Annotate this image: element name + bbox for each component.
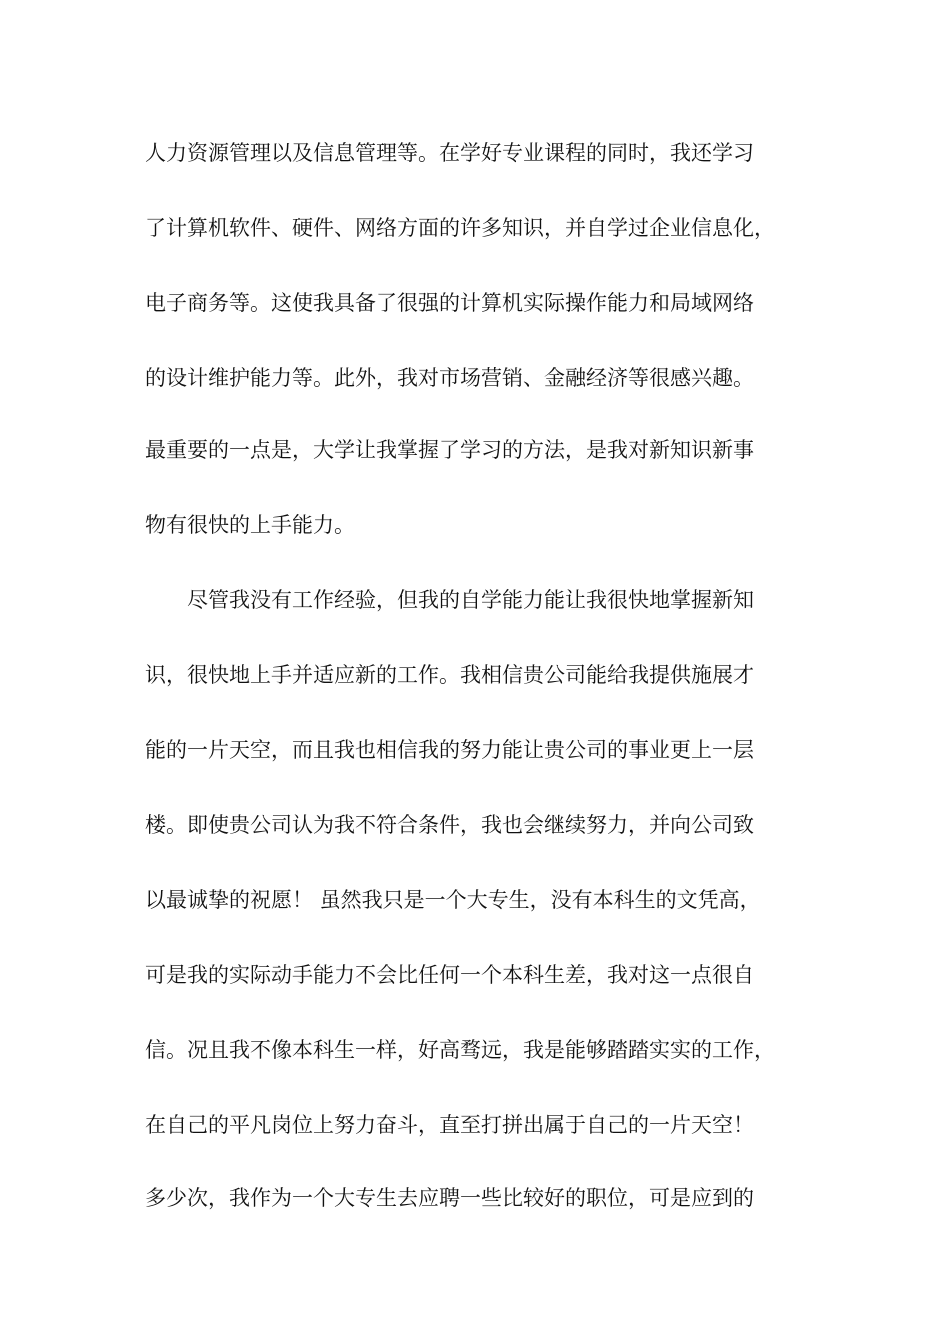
body-text-line-11: 以最诚挚的祝愿！ 虽然我只是一个大专生，没有本科生的文凭高， xyxy=(145,888,761,912)
body-text-line-9: 能的一片天空，而且我也相信我的努力能让贵公司的事业更上一层 xyxy=(145,738,754,762)
body-text-line-12: 可是我的实际动手能力不会比任何一个本科生差，我对这一点很自 xyxy=(145,963,754,987)
body-text-line-4: 的设计维护能力等。此外，我对市场营销、金融经济等很感兴趣。 xyxy=(145,366,754,390)
body-text-line-8: 识，很快地上手并适应新的工作。我相信贵公司能给我提供施展才 xyxy=(145,663,754,687)
body-text-line-14: 在自己的平凡岗位上努力奋斗，直至打拼出属于自己的一片天空！ xyxy=(145,1113,754,1137)
body-text-line-15: 多少次，我作为一个大专生去应聘一些比较好的职位，可是应到的 xyxy=(145,1186,754,1210)
body-text-line-6: 物有很快的上手能力。 xyxy=(145,513,355,537)
body-text-line-13: 信。况且我不像本科生一样，好高骛远，我是能够踏踏实实的工作， xyxy=(145,1038,775,1062)
body-text-line-5: 最重要的一点是，大学让我掌握了学习的方法，是我对新知识新事 xyxy=(145,438,754,462)
paragraph-2-first-line: 尽管我没有工作经验，但我的自学能力能让我很快地掌握新知 xyxy=(187,588,754,612)
body-text-line-2: 了计算机软件、硬件、网络方面的许多知识，并自学过企业信息化， xyxy=(145,216,775,240)
body-text-line-10: 楼。即使贵公司认为我不符合条件，我也会继续努力，并向公司致 xyxy=(145,813,754,837)
body-text-line-3: 电子商务等。这使我具备了很强的计算机实际操作能力和局域网络 xyxy=(145,291,754,315)
body-text-line-1: 人力资源管理以及信息管理等。在学好专业课程的同时，我还学习 xyxy=(145,141,754,165)
